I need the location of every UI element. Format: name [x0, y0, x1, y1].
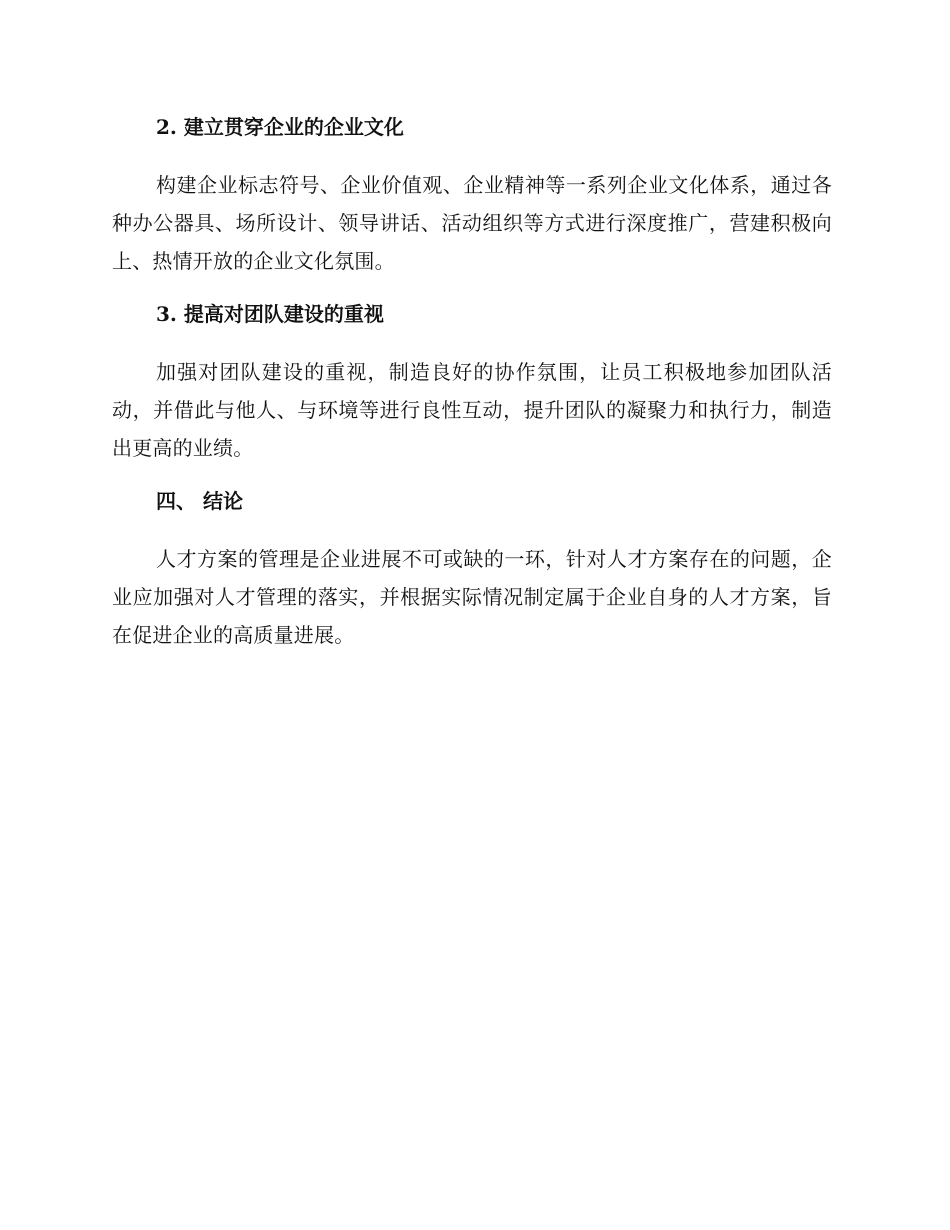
section-paragraph-culture: 构建企业标志符号、企业价值观、企业精神等一系列企业文化体系，通过各种办公器具、场所设计、领导讲话、活动组织等方式进行深度推广，营建积极向上、热情开放的企业文化氛围。 — [112, 173, 832, 273]
section-paragraph-team: 加强对团队建设的重视，制造良好的协作氛围，让员工积极地参加团队活动，并借此与他人、与环境等进行良性互动，提升团队的凝聚力和执行力，制造出更高的业绩。 — [112, 360, 832, 460]
section-heading-team: 3. 提高对团队建设的重视 — [156, 302, 384, 326]
section-heading-conclusion: 四、 结论 — [156, 489, 243, 513]
section-paragraph-conclusion: 人才方案的管理是企业进展不可或缺的一环，针对人才方案存在的问题，企业应加强对人才管理的落实，并根据实际情况制定属于企业自身的人才方案，旨在促进企业的高质量进展。 — [112, 547, 832, 647]
document-body — [112, 112, 832, 654]
section-heading-culture: 2. 建立贯穿企业的企业文化 — [156, 115, 404, 139]
